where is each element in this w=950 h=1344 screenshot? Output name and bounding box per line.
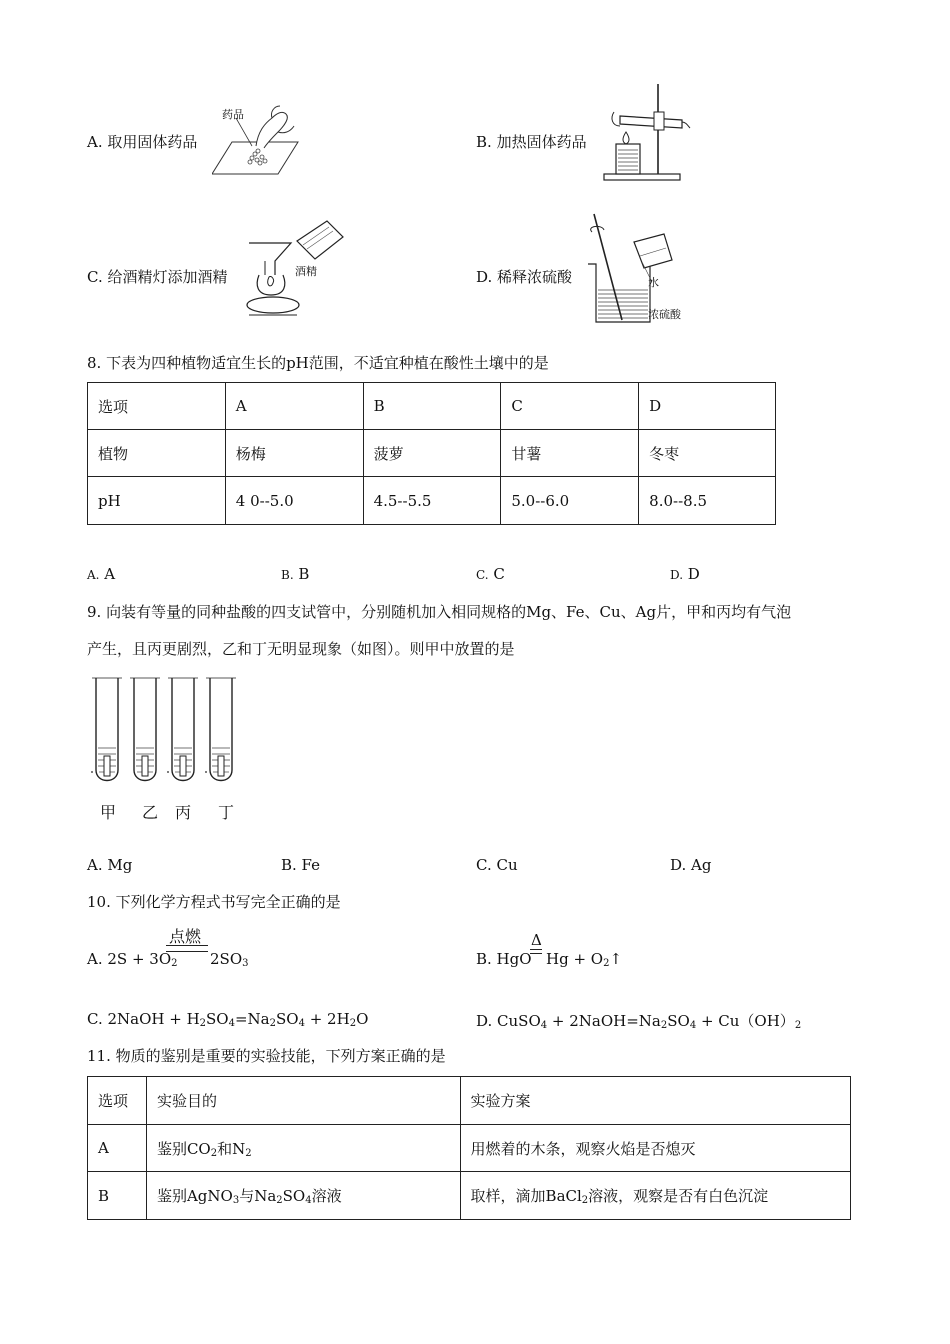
table-cell: 4.5--5.5 [363,477,501,525]
q7-option-a: A. 取用固体药品 [87,133,198,151]
q8-answer-d: D. D [670,565,700,583]
table-cell: 选项 [88,383,226,430]
table-cell: 植物 [88,430,226,477]
q8-answer-a: A. A [87,565,116,583]
table-cell: 甘薯 [501,430,639,477]
q11-stem: 11. 物质的鉴别是重要的实验技能，下列方案正确的是 [87,1047,446,1065]
figure-label-water: 水 [648,276,659,289]
q10-option-c: C. 2NaOH + $H_2SO_4=Na_2SO_4 + 2H_2O$ [87,1010,369,1029]
tube-label-yi: 乙 [142,803,159,822]
table-cell: 用燃着的木条，观察火焰是否熄灭 [460,1125,850,1172]
q7-option-c: C. 给酒精灯添加酒精 [87,268,228,286]
table-cell: 取样，滴加BaCl$_2$溶液，观察是否有白色沉淀 [460,1172,850,1220]
table-row [88,477,776,525]
condition-double-line [166,945,208,952]
table-cell: 菠萝 [363,430,501,477]
dilute-acid-figure [586,212,696,330]
take-solid-figure [212,102,302,178]
q10-option-a-product: $2SO_3$ [210,950,249,969]
q8-table [87,382,776,525]
q9-answer-a: A. Mg [87,856,133,874]
figure-label-conc-acid: 浓硫酸 [648,308,681,321]
figure-label-alcohol: 酒精 [295,265,317,278]
q10-option-b-product: $Hg + O_2↑$ [546,950,623,969]
table-cell: D [639,383,776,430]
q8-answer-b: B. B [281,565,310,583]
table-row [88,1125,851,1172]
tube-label-bing: 丙 [175,803,192,822]
tube-label-ding: 丁 [218,803,235,822]
q9-stem-line1: 9. 向装有等量的同种盐酸的四支试管中，分别随机加入相同规格的Mg、Fe、Cu、Ag片，甲和丙均有气泡 [87,603,792,621]
table-cell: C [501,383,639,430]
table-row [88,1172,851,1220]
q8-stem: 8. 下表为四种植物适宜生长的pH范围，不适宜种植在酸性土壤中的是 [87,354,549,372]
table-cell: A [225,383,363,430]
q11-table [87,1076,851,1220]
condition-heat: Δ [531,931,542,949]
q10-option-a: A. $2S + 3O_2$ [87,950,178,969]
condition-ignite: 点燃 [169,927,202,946]
table-cell: 8.0--8.5 [639,477,776,525]
table-cell: 鉴别$CO_2$和$N_2$ [146,1125,460,1172]
table-cell: pH [88,477,226,525]
table-cell: B [363,383,501,430]
q9-answer-c: C. Cu [476,856,518,874]
q9-answer-b: B. Fe [281,856,321,874]
heat-solid-figure [600,82,692,182]
q8-answer-c: C. C [476,565,505,583]
table-row [88,1077,851,1125]
figure-label-drug: 药品 [222,108,244,121]
q9-stem-line2: 产生，且丙更剧烈，乙和丁无明显现象（如图）。则甲中放置的是 [87,640,515,658]
test-tubes-figure [88,672,248,788]
table-cell: 4 0--5.0 [225,477,363,525]
add-alcohol-figure [245,215,345,325]
q7-option-d: D. 稀释浓硫酸 [476,268,573,286]
q10-option-d: D. CuSO$_4$ + $2NaOH=Na_2SO_4 + Cu(OH)_2$ [476,1012,802,1031]
table-cell: 杨梅 [225,430,363,477]
q10-stem: 10. 下列化学方程式书写完全正确的是 [87,893,341,911]
table-row [88,383,776,430]
condition-heat-line [530,949,542,954]
q9-answer-d: D. Ag [670,856,712,874]
table-cell: A [88,1125,147,1172]
q10-option-b: B. HgO [476,950,532,968]
q7-option-b: B. 加热固体药品 [476,133,587,151]
tube-label-jia: 甲 [100,803,117,822]
table-header-cell: 选项 [88,1077,147,1125]
table-cell: 冬枣 [639,430,776,477]
table-header-cell: 实验目的 [146,1077,460,1125]
table-cell: B [88,1172,147,1220]
table-cell: 5.0--6.0 [501,477,639,525]
table-row [88,430,776,477]
table-header-cell: 实验方案 [460,1077,850,1125]
table-cell: 鉴别AgNO$_3$与$Na_2SO_4$溶液 [146,1172,460,1220]
